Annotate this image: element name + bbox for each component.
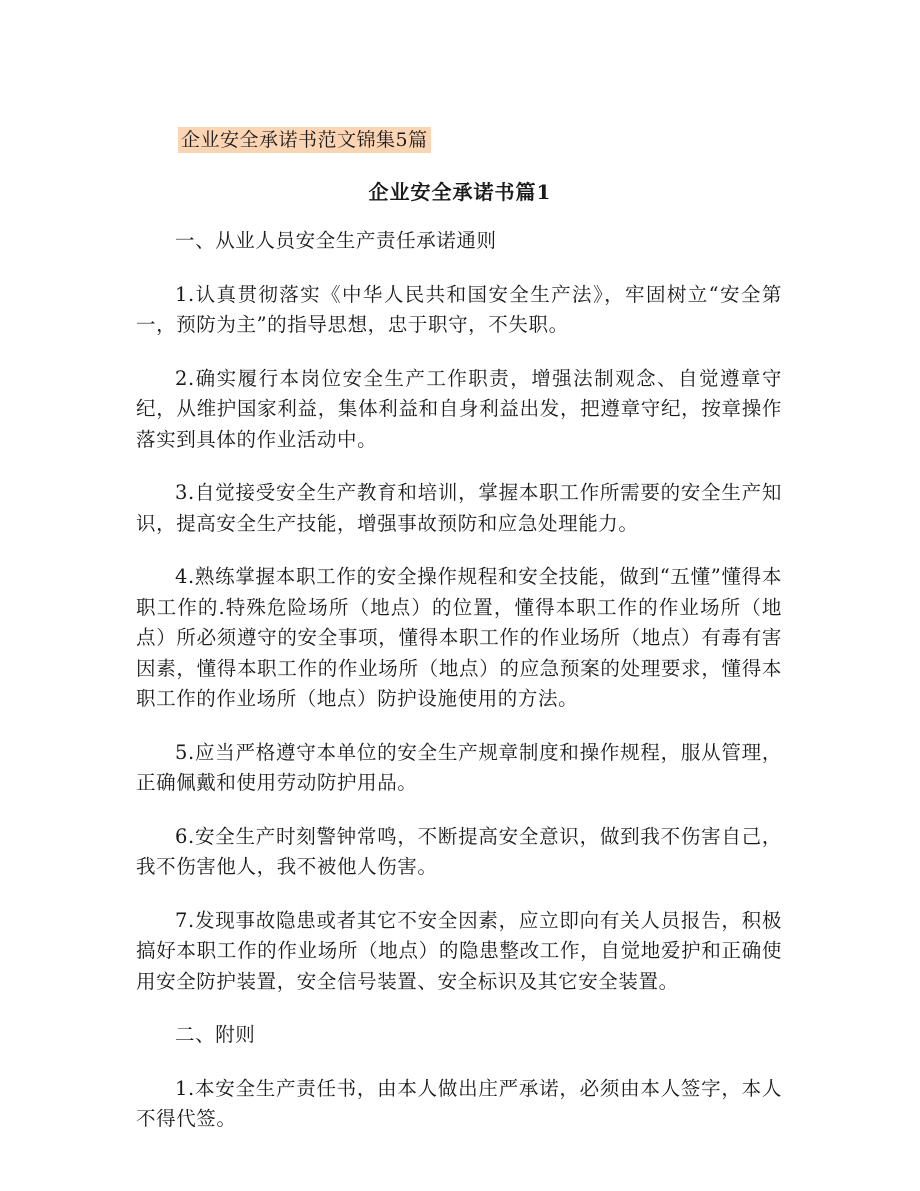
paragraph-item-4: 4.熟练掌握本职工作的安全操作规程和安全技能，做到“五懂”懂得本职工作的.特殊危险场所（地点）的位置，懂得本职工作的作业场所（地点）所必须遵守的安全事项，懂得本职工作的作业场所（地点）有毒有害因素，懂得本职工作的作业场所（地点）的应急预案的处理要求，懂得本职工作的作业场所（地点）防护设施使用的方法。: [136, 565, 782, 710]
paragraph-appendix-1: 1.本安全生产责任书，由本人做出庄严承诺，必须由本人签字，本人不得代签。: [136, 1076, 782, 1130]
subheading-appendix: 二、附则: [175, 1023, 256, 1046]
paragraph-item-3: 3.自觉接受安全生产教育和培训，掌握本职工作所需要的安全生产知识，提高安全生产技能，增强事故预防和应急处理能力。: [136, 481, 782, 535]
document-title: 企业安全承诺书范文锦集5篇: [178, 127, 431, 153]
section-heading: 企业安全承诺书篇1: [368, 180, 552, 204]
paragraph-item-1: 1.认真贯彻落实《中华人民共和国安全生产法》，牢固树立“安全第一，预防为主”的指导思想，忠于职守，不失职。: [136, 282, 782, 336]
document-body: [136, 226, 782, 1158]
paragraph-item-2: 2.确实履行本岗位安全生产工作职责，增强法制观念、自觉遵章守纪，从维护国家利益，集体利益和自身利益出发，把遵章守纪，按章操作落实到具体的作业活动中。: [136, 366, 782, 451]
paragraph-item-7: 7.发现事故隐患或者其它不安全因素，应立即向有关人员报告，积极搞好本职工作的作业场所（地点）的隐患整改工作，自觉地爱护和正确使用安全防护装置，安全信号装置、安全标识及其它安全装置。: [136, 908, 782, 993]
paragraph-item-6: 6.安全生产时刻警钟常鸣，不断提高安全意识，做到我不伤害自己，我不伤害他人，我不被他人伤害。: [136, 824, 782, 878]
paragraph-item-5: 5.应当严格遵守本单位的安全生产规章制度和操作规程，服从管理，正确佩戴和使用劳动防护用品。: [136, 740, 782, 794]
subheading-general-rules: 一、从业人员安全生产责任承诺通则: [175, 229, 497, 252]
